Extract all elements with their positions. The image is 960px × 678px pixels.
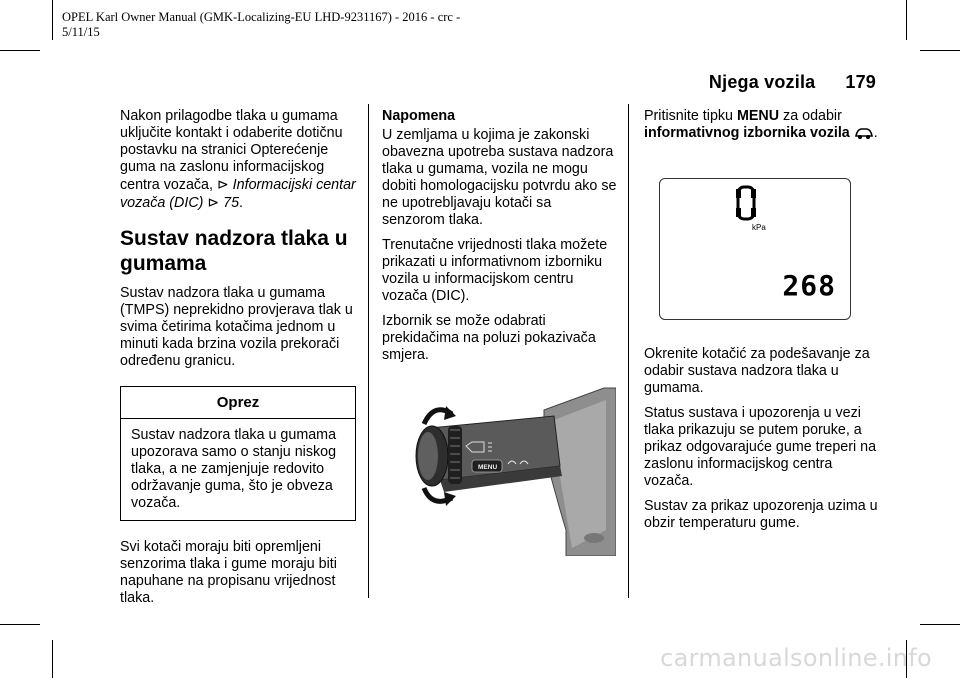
menu-key: MENU xyxy=(736,108,780,124)
column-3 xyxy=(644,108,880,540)
crop-mark xyxy=(920,50,960,51)
crop-mark xyxy=(906,0,907,40)
intro-text: Nakon prilagodbe tlaka u gumama uključite kontakt i odaberite dotičnu postavku na stranici Opterećenje guma na zaslonu informacijskog centra vozača, xyxy=(120,108,343,193)
menu-selection-paragraph: Izbornik se može odabrati prekidačima na poluzi pokazivača smjera. xyxy=(382,313,596,363)
watermark: carmanualsonline.info xyxy=(660,644,932,672)
crop-mark xyxy=(920,624,960,625)
current-values-paragraph: Trenutačne vrijednosti tlaka možete prikazati u informativnom izborniku vozila u informacijskom centru vozača (DIC). xyxy=(382,237,608,304)
column-divider xyxy=(628,104,629,598)
tpms-paragraph: Sustav nadzora tlaka u gumama (TMPS) neprekidno provjerava tlak u svima četirima kotačima jednom u minuti kada brzina vozila prekorači određenu granicu. xyxy=(120,285,353,369)
intro-end: . xyxy=(239,195,244,211)
caution-text: Sustav nadzora tlaka u gumama upozorava samo o stanju niskog tlaka, a ne zamjenjuje redovito održavanje guma, što je obveza vozača. xyxy=(131,427,337,511)
note-title: Napomena xyxy=(382,108,456,124)
section-title: Sustav nadzora tlaka u gumama xyxy=(120,227,348,275)
wheel-paragraph: Okrenite kotačić za podešavanje za odabir sustava nadzora tlaka u gumama. xyxy=(644,346,870,396)
pressure-unit: kPa xyxy=(752,223,766,232)
instruction-mid: za odabir xyxy=(779,108,842,124)
caution-title: Oprez xyxy=(121,387,355,419)
crop-mark xyxy=(52,0,53,40)
column-2 xyxy=(382,108,618,372)
menu-instruction xyxy=(644,108,880,142)
car-icon xyxy=(854,126,874,140)
meta-line-1: OPEL Karl Owner Manual (GMK-Localizing-EU LHD-9231167) - 2016 - crc - xyxy=(62,10,461,24)
pressure-reading: 268 xyxy=(782,269,836,302)
temperature-paragraph: Sustav za prikaz upozorenja uzima u obzir temperaturu gume. xyxy=(644,498,878,531)
running-head xyxy=(709,72,876,93)
caution-box xyxy=(120,386,356,521)
section-name: Njega vozila xyxy=(708,72,816,92)
dic-link[interactable]: Informacijski centar vozača (DIC) xyxy=(120,177,356,211)
xref-arrow-icon: ⊳ xyxy=(216,176,229,192)
meta-line-2: 5/11/15 xyxy=(62,25,100,39)
instruction-end: . xyxy=(873,125,878,141)
closing-paragraph: Svi kotači moraju biti opremljeni senzorima tlaka i gume moraju biti napuhane na propisanu vrijednost tlaka. xyxy=(120,539,337,606)
dic-display xyxy=(659,178,851,320)
note-text: U zemljama u kojima je zakonski obavezna upotreba sustava nadzora tlaka u gumama, vozila ne mogu dobiti homologacijsku potvrdu ako se ne upotrebljavaju kotači sa senzorom tlaka. xyxy=(382,127,617,228)
page-number: 179 xyxy=(845,72,876,92)
menu-button-label: MENU xyxy=(478,464,498,471)
tire-position-icon xyxy=(736,185,756,221)
dic-page-link[interactable]: 75 xyxy=(223,195,240,211)
vehicle-info-menu: informativnog izbornika vozila xyxy=(644,125,850,141)
crop-mark xyxy=(0,624,40,625)
intro-paragraph xyxy=(120,108,356,212)
crop-mark xyxy=(0,50,40,51)
turn-signal-stalk-illustration xyxy=(394,380,616,556)
xref-arrow-icon: ⊳ xyxy=(207,194,220,210)
status-paragraph: Status sustava i upozorenja u vezi tlaka prikazuju se putem poruke, a prikaz odgovarajuće gume treperi na zaslonu informacijskog centra vozača. xyxy=(644,405,877,489)
instruction-prefix: Pritisnite tipku xyxy=(644,108,737,124)
column-1 xyxy=(120,108,356,615)
crop-mark xyxy=(52,640,53,678)
document-meta xyxy=(62,10,502,40)
column-divider xyxy=(368,104,369,598)
